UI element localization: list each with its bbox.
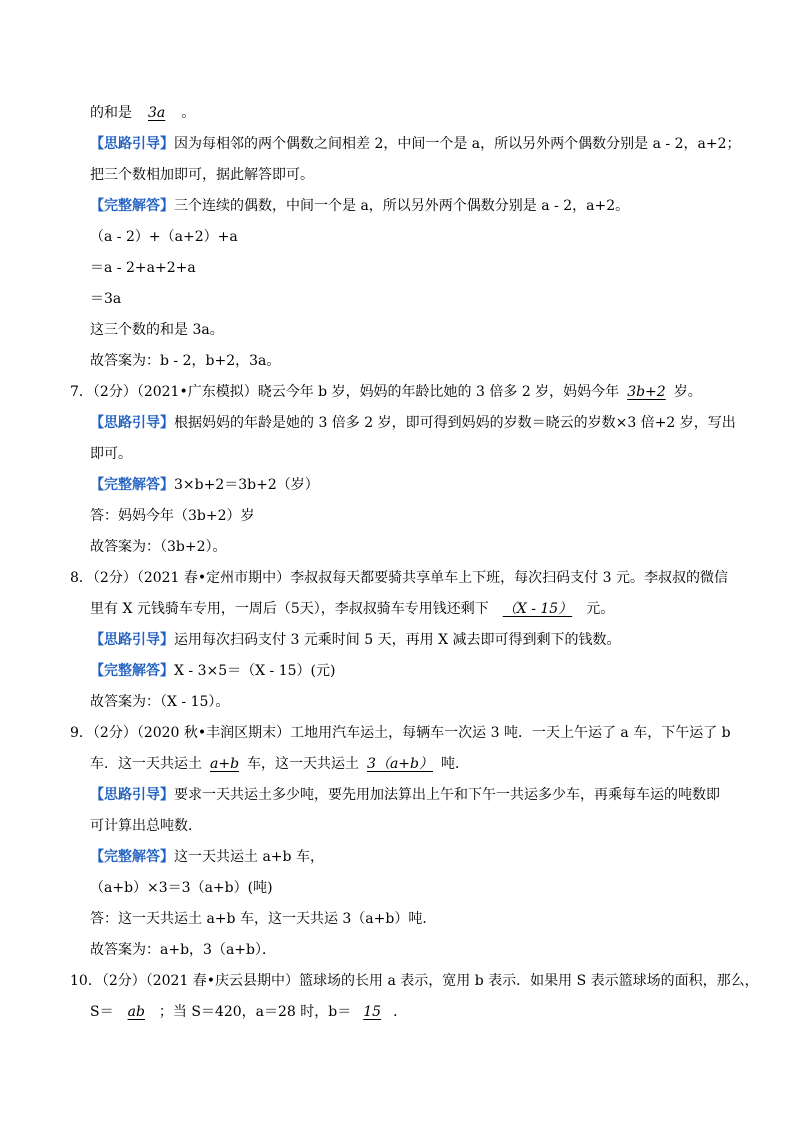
- hint-tag: 【思路引导】: [90, 632, 174, 648]
- text-line: 这三个数的和是 3a。: [90, 322, 224, 338]
- answer-blank: 3（a+b）: [367, 756, 433, 772]
- final-answer: 故答案为：b - 2，b+2，3a。: [90, 353, 281, 369]
- hint-tag: 【思路引导】: [90, 787, 174, 803]
- question-7: 7．（2分）（2021•广东模拟）晓云今年 b 岁，妈妈的年龄比她的 3 倍多 2 岁，妈妈今年 3b+2 岁。: [70, 384, 702, 400]
- solution-tag: 【完整解答】: [90, 849, 174, 865]
- hint-tag: 【思路引导】: [90, 136, 174, 152]
- answer-blank: 3a: [148, 105, 166, 121]
- question-10-cont: S＝ ab ；当 S＝420，a＝28 时，b＝ 15 ．: [90, 1004, 408, 1020]
- question-8: 8．（2分）（2021 春•定州市期中）李叔叔每天都要骑共享单车上下班，每次扫码支付 3 元。李叔叔的微信: [70, 570, 728, 586]
- hint-tag: 【思路引导】: [90, 415, 174, 431]
- hint-line: 【思路引导】因为每相邻的两个偶数之间相差 2，中间一个是 a，所以另外两个偶数分别是 a - 2，a+2；: [90, 136, 741, 152]
- answer-blank: （X - 15）: [502, 601, 573, 617]
- final-answer: 故答案为：a+b，3（a+b）．: [90, 942, 276, 958]
- question-9: 9．（2分）（2020 秋•丰润区期末）工地用汽车运土，每辆车一次运 3 吨．一天上午运了 a 车，下午运了 b: [70, 725, 731, 741]
- formula-line: （a+b）×3＝3（a+b）(吨): [90, 880, 273, 896]
- solution-line: 【完整解答】三个连续的偶数，中间一个是 a，所以另外两个偶数分别是 a - 2，a+2。: [90, 198, 630, 214]
- solution-line: 【完整解答】X - 3×5＝（X - 15）(元): [90, 663, 336, 679]
- text-line: 答：妈妈今年（3b+2）岁: [90, 508, 255, 524]
- formula-line: （a - 2）+（a+2）+a: [90, 229, 238, 245]
- text-line: 答：这一天共运土 a+b 车，这一天共运 3（a+b）吨．: [90, 911, 437, 927]
- solution-tag: 【完整解答】: [90, 477, 174, 493]
- hint-line: 【思路引导】要求一天共运土多少吨，要先用加法算出上午和下午一共运多少车，再乘每车运的吨数即: [90, 787, 720, 803]
- text-line: 把三个数相加即可，据此解答即可。: [90, 167, 314, 183]
- text-line: 可计算出总吨数．: [90, 818, 202, 834]
- hint-line: 【思路引导】根据妈妈的年龄是她的 3 倍多 2 岁，即可得到妈妈的岁数＝晓云的岁数×3 倍+2 岁，写出: [90, 415, 736, 431]
- formula-line: ＝a - 2+a+2+a: [90, 260, 196, 276]
- question-10: 10．（2分）（2021 春•庆云县期中）篮球场的长用 a 表示，宽用 b 表示．如果用 S 表示篮球场的面积，那么，: [70, 973, 759, 989]
- question-9-cont: 车．这一天共运土 a+b 车，这一天共运土 3（a+b） 吨．: [90, 756, 469, 772]
- answer-blank: a+b: [210, 756, 240, 772]
- answer-blank: ab: [127, 1004, 145, 1020]
- solution-line: 【完整解答】这一天共运土 a+b 车，: [90, 849, 324, 865]
- text-line: 即可。: [90, 446, 132, 462]
- answer-blank: 15: [363, 1004, 382, 1020]
- answer-blank: 3b+2: [627, 384, 666, 400]
- hint-line: 【思路引导】运用每次扫码支付 3 元乘时间 5 天，再用 X 减去即可得到剩下的钱数。: [90, 632, 621, 648]
- solution-tag: 【完整解答】: [90, 663, 174, 679]
- formula-line: ＝3a: [90, 291, 122, 307]
- solution-tag: 【完整解答】: [90, 198, 174, 214]
- final-answer: 故答案为：（3b+2）。: [90, 539, 227, 555]
- answer-line: 的和是 3a 。: [90, 105, 196, 121]
- final-answer: 故答案为：（X - 15）。: [90, 694, 230, 710]
- question-8-cont: 里有 X 元钱骑车专用，一周后（5天），李叔叔骑车专用钱还剩下 （X - 15） 元。: [90, 601, 615, 617]
- solution-line: 【完整解答】3×b+2＝3b+2（岁）: [90, 477, 319, 493]
